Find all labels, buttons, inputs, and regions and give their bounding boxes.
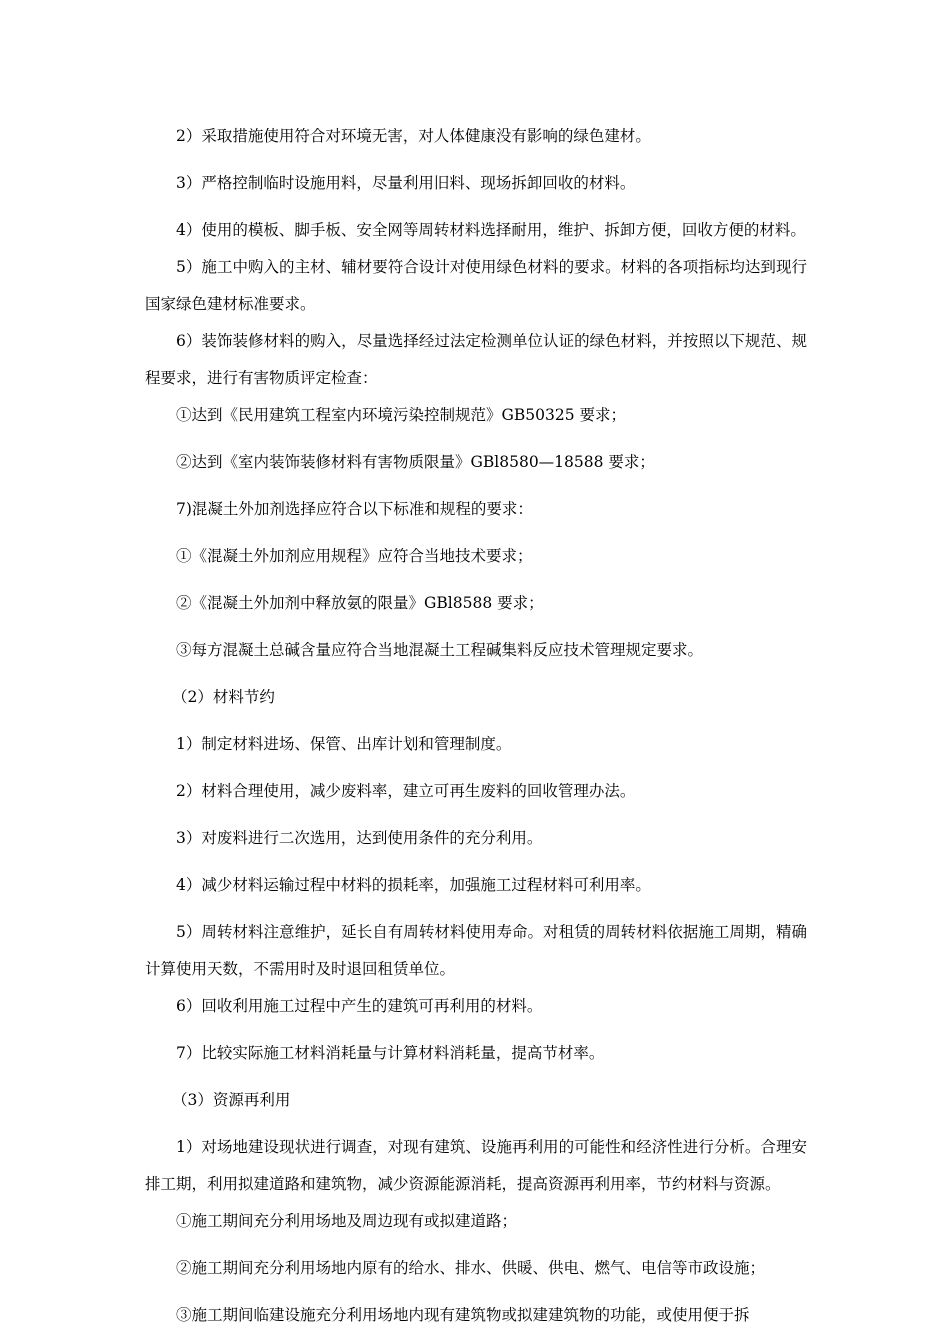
section-heading-material-saving: （2）材料节约 [172,688,275,706]
paragraph-temporary-buildings: ③施工期间临建设施充分利用场地内现有建筑物或拟建建筑物的功能，或使用便于拆 [176,1306,750,1324]
paragraph-transport-loss: 4）减少材料运输过程中材料的损耗率，加强施工过程材料可利用率。 [176,876,651,894]
paragraph-decoration-materials: 6）装饰装修材料的购入，尽量选择经过法定检测单位认证的绿色材料，并按照以下规范、规程要求，进行有害物质评定检查： [145,332,807,387]
paragraph-green-materials: 2）采取措施使用符合对环境无害，对人体健康没有影响的绿色建材。 [176,127,651,145]
paragraph-recycling: 6）回收利用施工过程中产生的建筑可再利用的材料。 [176,997,543,1015]
paragraph-turnover-maintenance: 5）周转材料注意维护，延长自有周转材料使用寿命。对租赁的周转材料依据施工周期，精确计算使用天数，不需用时及时退回租赁单位。 [145,923,807,978]
paragraph-alkali-content: ③每方混凝土总碱含量应符合当地混凝土工程碱集料反应技术管理规定要求。 [176,641,704,659]
paragraph-gb18580: ②达到《室内装饰装修材料有害物质限量》GBl8580—18588 要求； [176,453,655,471]
paragraph-main-materials: 5）施工中购入的主材、辅材要符合设计对使用绿色材料的要求。材料的各项指标均达到现行国家绿色建材标准要求。 [145,258,807,313]
paragraph-roads: ①施工期间充分利用场地及周边现有或拟建道路； [176,1212,518,1230]
paragraph-admixture: 7)混凝土外加剂选择应符合以下标准和规程的要求： [176,500,533,518]
paragraph-consumption-comparison: 7）比较实际施工材料消耗量与计算材料消耗量，提高节材率。 [176,1044,605,1062]
paragraph-material-plan: 1）制定材料进场、保管、出库计划和管理制度。 [176,735,512,753]
paragraph-turnover-materials: 4）使用的模板、脚手板、安全网等周转材料选择耐用，维护、拆卸方便，回收方便的材料。 [176,221,806,239]
paragraph-site-survey: 1）对场地建设现状进行调查，对现有建筑、设施再利用的可能性和经济性进行分析。合理安排工期，利用拟建道路和建筑物，减少资源能源消耗，提高资源再利用率，节约材料与资源。 [145,1138,807,1193]
paragraph-gb50325: ①达到《民用建筑工程室内环境污染控制规范》GB50325 要求； [176,406,627,424]
paragraph-waste-reduction: 2）材料合理使用，减少废料率，建立可再生废料的回收管理办法。 [176,782,636,800]
document-body [145,118,807,1344]
paragraph-temporary-facilities: 3）严格控制临时设施用料，尽量利用旧料、现场拆卸回收的材料。 [176,174,636,192]
paragraph-municipal-facilities: ②施工期间充分利用场地内原有的给水、排水、供暖、供电、燃气、电信等市政设施； [176,1259,766,1277]
paragraph-secondary-use: 3）对废料进行二次选用，达到使用条件的充分利用。 [176,829,543,847]
paragraph-admixture-rules: ①《混凝土外加剂应用规程》应符合当地技术要求； [176,547,533,565]
paragraph-ammonia-limit: ②《混凝土外加剂中释放氨的限量》GBl8588 要求； [176,594,544,612]
section-heading-resource-reuse: （3）资源再利用 [172,1091,291,1109]
